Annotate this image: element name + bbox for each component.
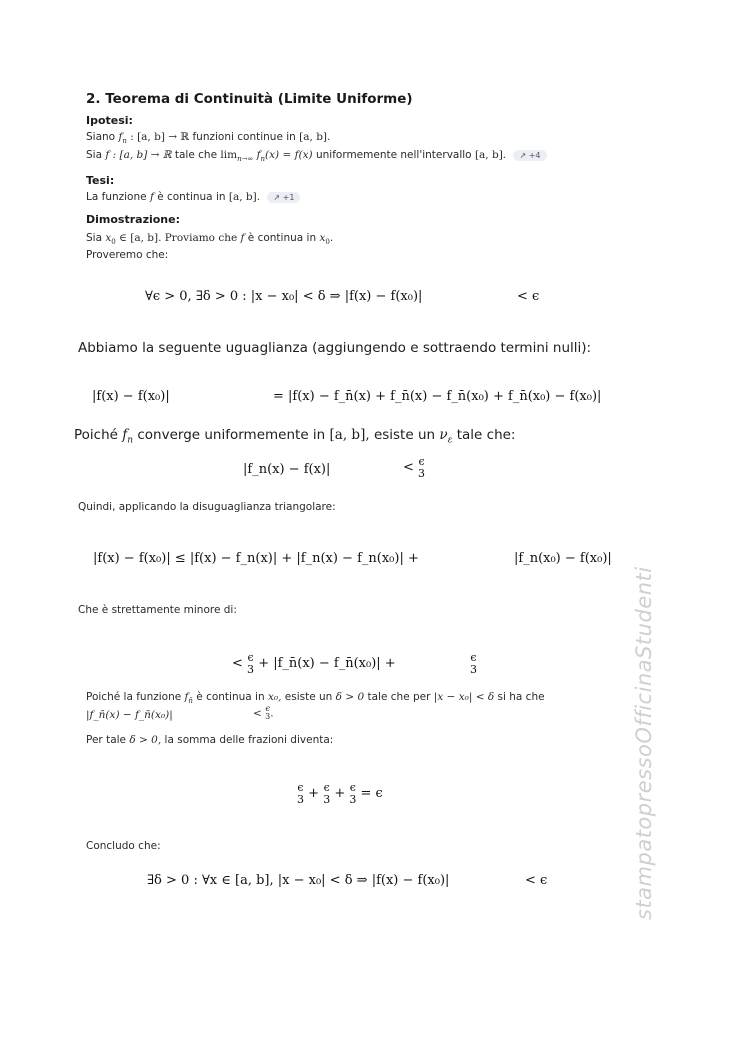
watermark-text: stampatopressoOfficinaStudenti (632, 566, 656, 920)
ipotesi-line-1: Siano $f_n$ : [a, b] → ℝ funzioni continue in [a, b]. (86, 131, 331, 146)
equation-equality-lhs: |f(x) − f(x₀)| (92, 389, 170, 404)
citation-badge[interactable]: ↗ +1 (267, 192, 300, 203)
equation-bound: < ϵ 3 + |f_n̄(x) − f_n̄(x₀)| + (232, 651, 396, 676)
triangolare-text: Quindi, applicando la disuguaglianza triangolare: (78, 501, 336, 513)
minore-text: Che è strettamente minore di: (78, 604, 237, 616)
equation-equality-rhs: = |f(x) − f_n̄(x) + f_n̄(x) − f_n̄(x₀) + f_n̄(x₀) − f(x₀)| (273, 389, 602, 404)
dimostrazione-line-1: Sia $x_0$ ∈ [a, b]. Proviamo che f è continua in $x_0$. (86, 232, 334, 247)
dimostrazione-label: Dimostrazione: (86, 213, 180, 226)
equation-sum: ϵ 3 + ϵ 3 + ϵ 3 = ϵ (297, 781, 383, 806)
continua-line-2-lhs: |f_n̄(x) − f_n̄(x₀)| (86, 709, 173, 721)
concludo-text: Concludo che: (86, 840, 161, 852)
taledelta-text: Per tale δ > 0, la somma delle frazioni diventa: (86, 734, 334, 746)
equation-conclusion-rhs: < ϵ (525, 873, 548, 888)
equation-triangle-rhs: |f_n(x₀) − f(x₀)| (514, 551, 612, 566)
converge-text: Poiché $f_n$ converge uniformemente in [a, b], esiste un $\nu_\varepsilon$ tale che: (74, 427, 516, 446)
equation-uniform-rhs: < ϵ 3 (403, 455, 426, 480)
equation-uniform-lhs: |f_n(x) − f(x)| (243, 462, 331, 477)
equation-continuity-rhs: < ϵ (517, 289, 540, 304)
continua-line-1: Poiché la funzione $f_{n̄}$ è continua in x₀, esiste un δ > 0 tale che per |x − x₀| < δ si ha che (86, 691, 545, 706)
equation-continuity-lhs: ∀ϵ > 0, ∃δ > 0 : |x − x₀| < δ ⇒ |f(x) − f(x₀)| (145, 289, 423, 304)
continua-line-2-rhs: < ϵ 3 . (253, 704, 274, 722)
ipotesi-label: Ipotesi: (86, 114, 133, 127)
ipotesi-line-2: Sia f : [a, b] → ℝ tale che $\lim_{n\to\infty} f_n(x) = f(x)$ uniformemente nell'intervallo [a, b]. ↗ +4 (86, 149, 547, 163)
equation-conclusion-lhs: ∃δ > 0 : ∀x ∈ [a, b], |x − x₀| < δ ⇒ |f(x) − f(x₀)| (147, 873, 450, 888)
tesi-line: La funzione f è continua in [a, b]. ↗ +1 (86, 191, 300, 203)
section-title: 2. Teorema di Continuità (Limite Uniforme) (86, 91, 413, 107)
tesi-label: Tesi: (86, 174, 115, 187)
citation-badge[interactable]: ↗ +4 (513, 150, 546, 161)
equation-bound-frac: ϵ 3 (470, 651, 477, 676)
uguaglianza-text: Abbiamo la seguente uguaglianza (aggiungendo e sottraendo termini nulli): (78, 340, 592, 356)
equation-triangle-lhs: |f(x) − f(x₀)| ≤ |f(x) − f_n(x)| + |f_n(x) − f_n(x₀)| + (93, 551, 419, 566)
dimostrazione-line-2: Proveremo che: (86, 249, 169, 261)
